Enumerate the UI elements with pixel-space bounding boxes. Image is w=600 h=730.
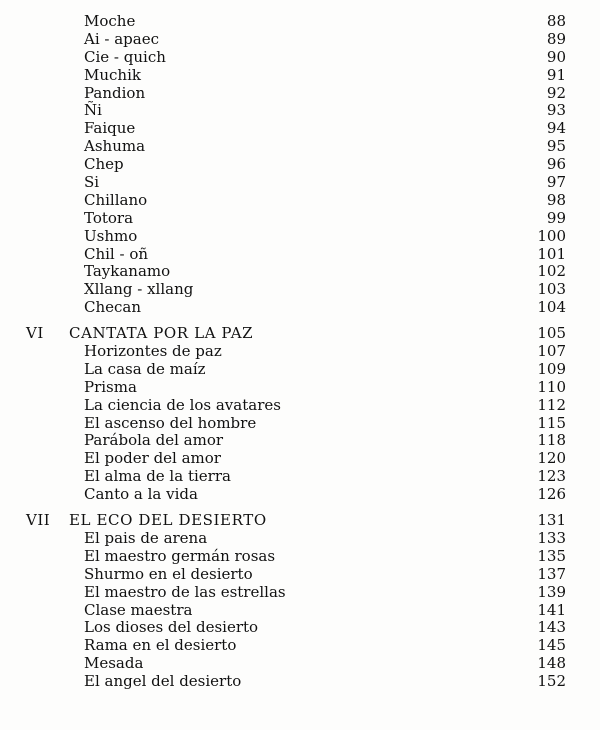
toc-entry-title: La casa de maíz	[84, 359, 206, 378]
toc-entry-page: 145	[537, 636, 566, 655]
toc-entry	[0, 138, 600, 156]
toc-entry-title: Prisma	[84, 377, 137, 396]
toc-entry-page: 95	[546, 137, 566, 156]
toc-entry-title: Ushmo	[84, 226, 138, 245]
toc-entry	[0, 619, 600, 637]
toc-entry-title: Parábola del amor	[84, 431, 224, 450]
section-numeral: VII	[26, 511, 51, 530]
toc-entry	[0, 637, 600, 655]
toc-entry-title: Xllang - xllang	[84, 280, 194, 299]
toc-entry-title: Moche	[84, 12, 136, 30]
toc-entry	[0, 281, 600, 299]
toc-entry	[0, 67, 600, 85]
toc-entry-title: Totora	[84, 208, 134, 227]
toc-entry-page: 97	[546, 173, 566, 192]
toc-entry-title: El maestro germán rosas	[84, 546, 276, 565]
toc-entry-title: El alma de la tierra	[84, 467, 231, 486]
toc-entry-page: 110	[537, 377, 566, 396]
toc-entry	[0, 673, 600, 691]
toc-entry-page: 93	[546, 101, 566, 120]
toc-entry-page: 91	[546, 65, 566, 84]
toc-entry	[0, 343, 600, 361]
toc-entry	[0, 263, 600, 281]
toc-entry	[0, 432, 600, 450]
toc-entry	[0, 49, 600, 67]
toc-entry-page: 100	[537, 226, 566, 245]
toc-entry	[0, 156, 600, 174]
section-heading-vii	[0, 512, 600, 530]
section-heading-vi	[0, 325, 600, 343]
toc-entry	[0, 566, 600, 584]
toc-entry-page: 103	[537, 280, 566, 299]
toc-entry	[0, 228, 600, 246]
toc-entry-title: Chillano	[84, 190, 148, 209]
toc-entry-title: Taykanamo	[84, 262, 171, 281]
toc-entry	[0, 174, 600, 192]
toc-entry-page: 107	[537, 342, 566, 361]
toc-entry-title: La ciencia de los avatares	[84, 395, 281, 414]
toc-entry-page: 115	[537, 413, 566, 432]
toc-entry	[0, 415, 600, 433]
toc-entry	[0, 210, 600, 228]
toc-entry	[0, 13, 600, 31]
toc-entry-title: El poder del amor	[84, 449, 221, 468]
toc-entry-page: 133	[537, 528, 566, 547]
toc-entry-title: Rama en el desierto	[84, 636, 237, 655]
toc-entry-page: 88	[546, 12, 566, 30]
toc-entry	[0, 655, 600, 673]
toc-entry-title: Cie - quich	[84, 47, 166, 66]
toc-entry-page: 94	[546, 119, 566, 138]
toc-entry-title: Muchik	[84, 65, 141, 84]
toc-entry-page: 135	[537, 546, 566, 565]
toc-entry-title: Horizontes de paz	[84, 342, 222, 361]
toc-entry-title: Ñi	[84, 101, 102, 120]
toc-entry-page: 152	[537, 672, 566, 691]
toc-entry-title: Chil - oñ	[84, 244, 149, 263]
toc-entry	[0, 602, 600, 620]
toc-entry-page: 123	[537, 467, 566, 486]
toc-entry	[0, 450, 600, 468]
toc-entry-page: 118	[537, 431, 566, 450]
toc-entry	[0, 468, 600, 486]
toc-entry	[0, 85, 600, 103]
section-title: CANTATA POR LA PAZ	[69, 324, 254, 343]
toc-entry-page: 143	[537, 618, 566, 637]
toc-entry-page: 92	[546, 83, 566, 102]
section-title: EL ECO DEL DESIERTO	[69, 511, 267, 530]
toc-entry-page: 98	[546, 190, 566, 209]
toc-entry-page: 112	[537, 395, 566, 414]
toc-entry	[0, 361, 600, 379]
toc-entry	[0, 120, 600, 138]
toc-entry-page: 102	[537, 262, 566, 281]
toc-entry-title: Shurmo en el desierto	[84, 564, 253, 583]
toc-entry	[0, 530, 600, 548]
toc-entry-page: 90	[546, 47, 566, 66]
toc-entry-page: 104	[537, 298, 566, 317]
toc-entry-page: 141	[537, 600, 566, 619]
toc-entry-page: 99	[546, 208, 566, 227]
toc-entry	[0, 299, 600, 317]
toc-entry-page: 101	[537, 244, 566, 263]
toc-entry-page: 109	[537, 359, 566, 378]
toc-entry-page: 148	[537, 654, 566, 673]
toc-entry-title: Chep	[84, 155, 124, 174]
toc-entry	[0, 584, 600, 602]
toc-entry-title: El ascenso del hombre	[84, 413, 257, 432]
toc-entry-title: Mesada	[84, 654, 144, 673]
toc-entry-title: Canto a la vida	[84, 485, 198, 504]
toc-entry-title: Los dioses del desierto	[84, 618, 259, 637]
toc-entry-title: El angel del desierto	[84, 672, 242, 691]
toc-entry	[0, 548, 600, 566]
section-page: 131	[537, 511, 566, 530]
toc-entry-title: El pais de arena	[84, 528, 208, 547]
toc-entry-title: Checan	[84, 298, 142, 317]
toc-entry	[0, 246, 600, 264]
toc-entry-title: Ai - apaec	[84, 29, 159, 48]
toc-entry	[0, 486, 600, 504]
section-page: 105	[537, 324, 566, 343]
toc-entry-title: Faique	[84, 119, 136, 138]
toc-entry-page: 139	[537, 582, 566, 601]
table-of-contents	[0, 13, 600, 691]
toc-entry-title: Clase maestra	[84, 600, 193, 619]
toc-entry-title: Pandion	[84, 83, 146, 102]
toc-entry	[0, 102, 600, 120]
toc-entry-title: Ashuma	[84, 137, 146, 156]
section-numeral: VI	[26, 324, 44, 343]
toc-entry	[0, 31, 600, 49]
toc-entry-page: 96	[546, 155, 566, 174]
toc-entry-title: El maestro de las estrellas	[84, 582, 286, 601]
toc-entry-page: 120	[537, 449, 566, 468]
toc-entry-title: Si	[84, 173, 100, 192]
toc-entry	[0, 379, 600, 397]
toc-entry	[0, 397, 600, 415]
toc-entry	[0, 192, 600, 210]
toc-entry-page: 126	[537, 485, 566, 504]
toc-entry-page: 137	[537, 564, 566, 583]
toc-entry-page: 89	[546, 29, 566, 48]
